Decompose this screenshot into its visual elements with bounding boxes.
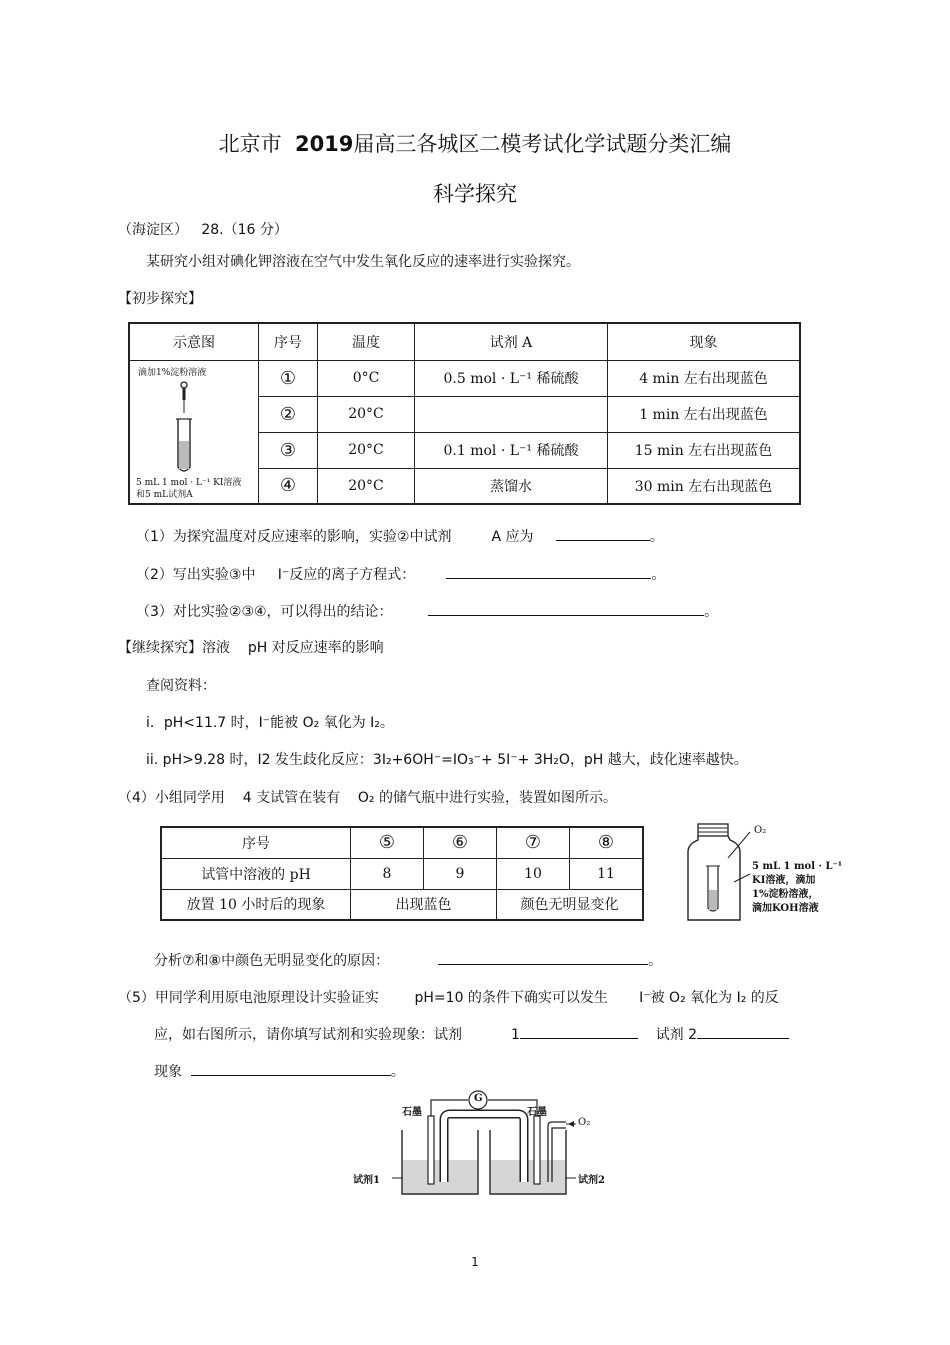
t1-header: 示意图 [129, 323, 259, 360]
section2-tail: pH 对反应速率的影响 [247, 640, 384, 656]
question-intro: 某研究小组对碘化钾溶液在空气中发生氧化反应的速率进行实验探究。 [146, 254, 580, 270]
t1-header: 试剂 A [415, 323, 608, 360]
galvanometer-icon: G [474, 1093, 483, 1104]
bottle-gas-label: O₂ [754, 825, 767, 836]
t2-row-label: 序号 [161, 827, 351, 858]
bottle-label [752, 860, 842, 916]
experiment-table-2 [160, 826, 644, 921]
question-5-line-1 [118, 987, 779, 1007]
bottle-label-2: KI溶液，滴加 [752, 875, 816, 886]
t1-reagent: 0.5 mol · L⁻¹ 稀硫酸 [415, 360, 608, 396]
question-source: （海淀区） [118, 222, 188, 238]
q4-mid: 4 支试管在装有 [242, 790, 341, 806]
t1-header: 序号 [259, 323, 318, 360]
q2-tail: 反应的离子方程式： [289, 567, 416, 583]
reagent-2-blank[interactable] [697, 1024, 789, 1039]
diagram-bottom-label-2: 和5 mL试剂A [136, 489, 193, 500]
t1-id: ③ [259, 432, 318, 468]
reference-item-2: ii. pH>9.28 时，I2 发生歧化反应：3I₂+6OH⁻=IO₃⁻+ 5I⁻+ 3H₂O，pH 越大，歧化速率越快。 [146, 752, 748, 768]
question-3 [136, 601, 718, 621]
question-1 [136, 526, 664, 546]
section-initial: 【初步探究】 [118, 291, 202, 307]
experiment-table-1 [128, 322, 801, 505]
q4-tail: O₂ 的储气瓶中进行实验，装置如图所示。 [357, 790, 617, 806]
question-4 [118, 787, 617, 807]
q2-text: （2）写出实验③中 [136, 567, 256, 583]
analysis-line [154, 950, 662, 970]
q5-line2-c: 试剂 2 [655, 1027, 698, 1043]
page-subtitle: 科学探究 [433, 182, 517, 206]
t1-phenomenon: 4 min 左右出现蓝色 [608, 360, 801, 396]
analysis-text: 分析⑦和⑧中颜色无明显变化的原因： [154, 953, 390, 969]
t2-row-label: 放置 10 小时后的现象 [161, 889, 351, 920]
reference-item-1: i．pH<11.7 时，I⁻能被 O₂ 氧化为 I₂。 [146, 715, 394, 731]
question-2 [136, 564, 665, 584]
q1-answer-blank[interactable] [556, 526, 650, 541]
t2-result-right: 颜色无明显变化 [497, 889, 644, 920]
bottle-label-1: 5 mL 1 mol · L⁻¹ [752, 861, 843, 872]
t2-id: ⑤ [351, 827, 424, 858]
question-number: 28.（16 分） [201, 222, 288, 238]
t1-reagent: 蒸馏水 [415, 468, 608, 504]
t1-header: 温度 [318, 323, 415, 360]
analysis-answer-blank[interactable] [438, 950, 648, 965]
bottle-label-3: 1%淀粉溶液， [752, 889, 819, 900]
galvanic-cell-diagram [390, 1090, 610, 1202]
t1-temp: 20°C [318, 468, 415, 504]
t1-temp: 20°C [318, 432, 415, 468]
t2-row-label: 试管中溶液的 pH [161, 858, 351, 889]
t1-id: ② [259, 396, 318, 432]
q3-end: 。 [704, 604, 719, 620]
diagram-top-label: 滴加1%淀粉溶液 [138, 367, 207, 378]
t1-id: ④ [259, 468, 318, 504]
t1-id: ① [259, 360, 318, 396]
q5-end: 。 [390, 1064, 405, 1080]
reagent-right-label: 试剂2 [578, 1175, 605, 1186]
q5-line2-a: 应，如右图所示，请你填写试剂和实验现象：试剂 [154, 1027, 462, 1043]
page-number: 1 [471, 1255, 479, 1269]
title-suffix: 届高三各城区二模考试化学试题分类汇编 [353, 132, 732, 156]
q5-line2-b: 1 [510, 1027, 520, 1043]
electrode-left-label: 石墨 [402, 1107, 422, 1118]
test-tube-dropper-icon [168, 377, 208, 477]
reagent-left-label: 试剂1 [353, 1175, 380, 1186]
t1-diagram-cell [129, 360, 259, 504]
q5-line1-c: I⁻被 O₂ 氧化为 I₂ 的反 [639, 990, 779, 1006]
q2-ion: I⁻ [277, 567, 290, 583]
t2-ph: 8 [351, 858, 424, 889]
title-year: 2019 [294, 132, 354, 156]
q5-line3: 现象 [154, 1064, 182, 1080]
q1-text: （1）为探究温度对反应速率的影响，实验②中试剂 [136, 529, 452, 545]
question-header [118, 219, 288, 239]
q3-answer-blank[interactable] [428, 601, 704, 616]
section2-label: 【继续探究】溶液 [118, 640, 230, 656]
t2-id: ⑥ [424, 827, 497, 858]
bottle-label-4: 滴加KOH溶液 [752, 903, 819, 914]
t1-temp: 0°C [318, 360, 415, 396]
cell-gas-label: O₂ [578, 1117, 591, 1128]
q5-line1-b: pH=10 的条件下确实可以发生 [414, 990, 608, 1006]
question-5-line-2 [154, 1024, 789, 1044]
t1-header: 现象 [608, 323, 801, 360]
phenomenon-blank[interactable] [191, 1061, 391, 1076]
q2-answer-blank[interactable] [446, 564, 651, 579]
diagram-bottom-label [136, 477, 241, 501]
section-continue [118, 637, 384, 657]
q4-text: （4）小组同学用 [118, 790, 225, 806]
t2-ph: 9 [424, 858, 497, 889]
reagent-1-blank[interactable] [520, 1024, 638, 1039]
t1-phenomenon: 30 min 左右出现蓝色 [608, 468, 801, 504]
q1-end: 。 [649, 529, 664, 545]
t1-phenomenon: 15 min 左右出现蓝色 [608, 432, 801, 468]
question-5-line-3 [154, 1061, 405, 1081]
t2-id: ⑦ [497, 827, 570, 858]
q3-text: （3）对比实验②③④，可以得出的结论： [136, 604, 393, 620]
electrode-right-label: 石墨 [527, 1107, 547, 1118]
q2-end: 。 [651, 567, 666, 583]
t2-id: ⑧ [570, 827, 644, 858]
t2-ph: 11 [570, 858, 644, 889]
analysis-end: 。 [648, 953, 663, 969]
q5-line1-a: （5）甲同学利用原电池原理设计实验证实 [118, 990, 379, 1006]
q1-tail: A 应为 [491, 529, 534, 545]
page-title [0, 128, 950, 158]
t2-result-left: 出现蓝色 [351, 889, 497, 920]
title-prefix: 北京市 [218, 132, 282, 156]
t1-reagent: 0.1 mol · L⁻¹ 稀硫酸 [415, 432, 608, 468]
t2-ph: 10 [497, 858, 570, 889]
reference-heading: 查阅资料： [146, 678, 216, 694]
t1-temp: 20°C [318, 396, 415, 432]
t1-reagent [415, 396, 608, 432]
diagram-bottom-label-1: 5 mL 1 mol · L⁻¹ KI溶液 [136, 477, 242, 488]
t1-phenomenon: 1 min 左右出现蓝色 [608, 396, 801, 432]
